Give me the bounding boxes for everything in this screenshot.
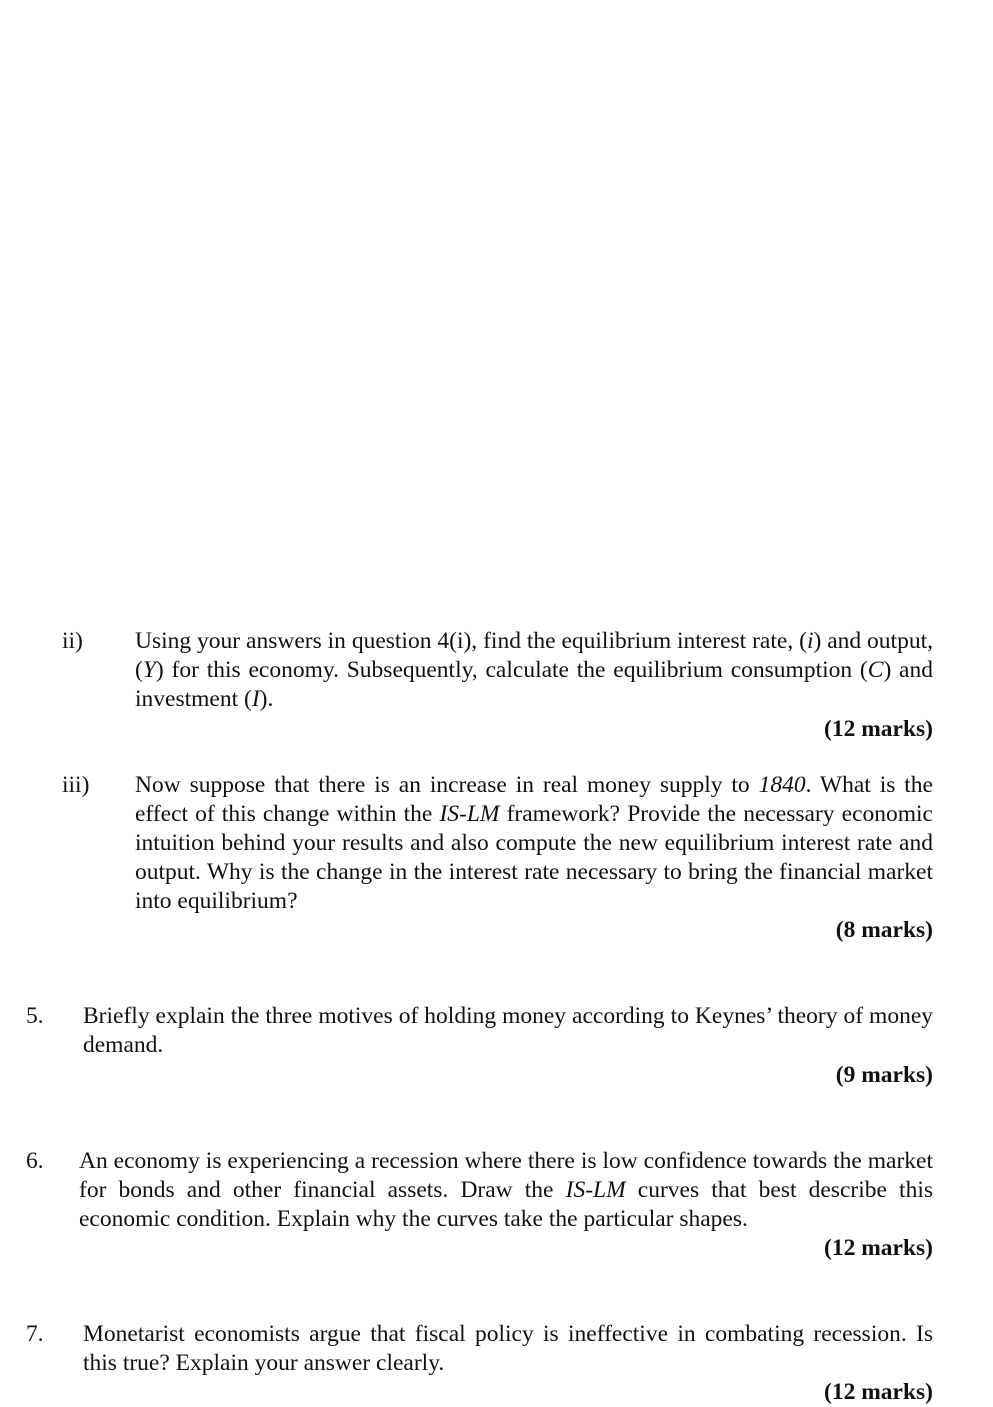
question-text: An economy is experiencing a recession where there is low confidence towards the market for bonds and other financial assets. Draw the IS-LM curves that best describe this economic condition. Explain why the curves take the particular shapes.: [79, 1148, 933, 1232]
question-6: [26, 1147, 933, 1237]
question-5: [26, 1002, 933, 1062]
marks-label: (12 marks): [824, 1379, 933, 1405]
marks-label: (9 marks): [835, 1062, 933, 1088]
question-4-iii: [62, 771, 933, 921]
question-text: Now suppose that there is an increase in real money supply to 1840. What is the effect of this change within the IS-LM framework? Provide the necessary economic intuition behind your results and also compute the new equilibrium interest rate and output. Why is the change in the interest rate necessary to bring the financial market into equilibrium?: [135, 772, 933, 914]
question-number: ii): [62, 628, 83, 654]
question-text: Using your answers in question 4(i), find the equilibrium interest rate, (i) and output, (Y) for this economy. Subsequently, calculate the equilibrium consumption (C) and investment (I).: [135, 628, 933, 712]
marks-label: (12 marks): [824, 1235, 933, 1261]
question-number: 6.: [26, 1148, 44, 1174]
question-4-ii: [62, 627, 933, 747]
question-number: 7.: [26, 1321, 44, 1347]
question-text: Monetarist economists argue that fiscal policy is ineffective in combating recession. Is this true? Explain your answer clearly.: [83, 1321, 933, 1376]
question-number: iii): [62, 772, 90, 798]
question-number: 5.: [26, 1003, 44, 1029]
marks-label: (8 marks): [835, 917, 933, 943]
question-text: Briefly explain the three motives of holding money according to Keynes’ theory of money demand.: [83, 1003, 933, 1058]
marks-label: (12 marks): [824, 716, 933, 742]
question-7: [26, 1320, 933, 1380]
